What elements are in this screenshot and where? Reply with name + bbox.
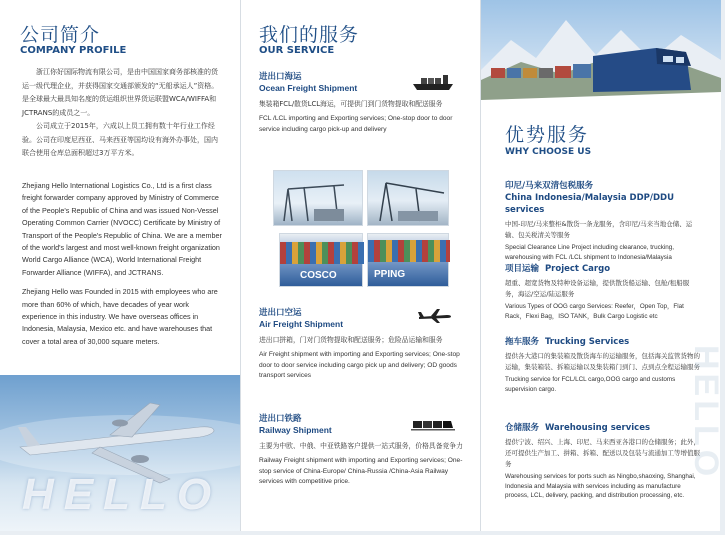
side-hello-watermark: HELLO bbox=[687, 345, 725, 481]
port-cranes-photo-2 bbox=[367, 170, 449, 226]
container-ship-photo-1 bbox=[279, 233, 363, 287]
profile-intro-en-1: Zhejiang Hello International Logistics Co., Ltd is a first class freight forwarder company approved by Ministry of Commerce of the People's Republic of China and was issued Non-Vessel Operating Common Carrier (NVOCC) Certificate by Ministry of Transport of the People's Republic of China. We are a member of the world's largest and most well-known freight organization World Cargo Alliance (WCA), World International Freight Forwarder Alliance (WIFFA), and JCTRANS. bbox=[22, 181, 222, 277]
profile-intro-en-2: Zhejiang Hello was Founded in 2015 with employees who are more than 60% of which, have decades of year work experience in this industry. We have overseas offices in Indonesia, Malaysia, Mexico etc. and have warehouses that cover a total area of 30,000 square meters. bbox=[22, 287, 218, 346]
ddp-head-en: China Indonesia/Malaysia DDP/DDU services bbox=[505, 193, 674, 215]
profile-intro-cn bbox=[22, 66, 222, 161]
project-head-en: Project Cargo bbox=[544, 264, 611, 274]
trucking-head bbox=[505, 336, 701, 348]
ddp-ddu-section bbox=[505, 180, 701, 262]
company-profile-panel bbox=[0, 0, 240, 531]
profile-title-en: COMPANY PROFILE bbox=[20, 45, 127, 56]
profile-intro-cn-1: 浙江你好国际物流有限公司，是由中国国家商务部核准的货运一级代理企业，并获得国家交通部颁发的“无船承运人”资格。是全球最大最具知名度的货运组织世界货运联盟WCA/WIFFA和JCTRANS的成员之一。 bbox=[22, 68, 219, 117]
profile-intro-cn-2: 公司成立于2015年，六成以上员工拥有数十年行业工作经验。公司在印度尼西亚、马来西亚等国均设有海外办事处，国内联合使用仓库总面积超过3万平方米。 bbox=[22, 122, 218, 157]
ocean-title-en: Ocean Freight Shipment bbox=[259, 83, 358, 93]
trucking-head-en: Trucking Services bbox=[544, 337, 630, 347]
port-cranes-photo-1 bbox=[273, 170, 363, 226]
containers-stack-2 bbox=[368, 240, 450, 262]
warehousing-section bbox=[505, 422, 701, 501]
crane-icon bbox=[274, 171, 364, 227]
ship-icon bbox=[411, 72, 455, 92]
rail-title-en: Railway Shipment bbox=[259, 425, 332, 435]
service-title-en: OUR SERVICE bbox=[259, 45, 335, 56]
air-desc-cn: 进出口拼箱，门对门货物提取和配送服务；危险品运输和服务 bbox=[259, 336, 443, 344]
trucking-desc-cn: 提供各大港口的集装箱及散货海车的运输服务，包括海关监管货物的运输，集装箱装、拆箱运输以及集装箱门到门、点到点全程运输服务 bbox=[505, 352, 700, 371]
our-service-panel bbox=[240, 0, 480, 531]
shipping-label: PPING bbox=[374, 269, 406, 280]
rail-title-cn: 进出口铁路 bbox=[259, 414, 302, 424]
warehousing-desc-cn: 提供宁波、绍兴、上海、印尼、马来西亚各港口的仓储服务；此外，还可提供生产加工、拼箱、拆箱、配送以及包装与流通加工等增值服务 bbox=[505, 438, 700, 468]
profile-intro-en bbox=[22, 180, 222, 348]
project-desc-en: Various Types of OOG cargo Services: Reefer，Open Top，Flat Rack，Flexi Bag，ISO TANK，Bulk Cargo Logistic etc bbox=[505, 303, 684, 320]
warehousing-head-en: Warehousing services bbox=[544, 423, 651, 433]
trucking-desc-en: Trucking service for FCL/LCL cargo,OOG cargo and customs supervision cargo. bbox=[505, 376, 676, 393]
why-choose-us-panel bbox=[480, 0, 725, 531]
project-cargo-section bbox=[505, 263, 701, 321]
plane-icon bbox=[417, 308, 453, 324]
why-title-cn: 优势服务 bbox=[505, 124, 590, 146]
hello-watermark: HELLO bbox=[22, 470, 222, 519]
rail-desc-en: Railway Freight shipment with importing and Exporting services; One-stop service of China-Europe/ China-Russia /China-Asia Railway services with competitive price. bbox=[259, 457, 463, 485]
profile-title-cn: 公司简介 bbox=[20, 24, 101, 46]
rail-desc-cn: 主要为中欧、中俄、中亚铁路客户提供一站式服务，价格具备竞争力 bbox=[259, 442, 463, 450]
ocean-title-cn: 进出口海运 bbox=[259, 72, 302, 82]
ddp-desc-en: Special Clearance Line Project including clearance, trucking, warehousing with FCL /LCL shipment to Indonesia/Malaysia bbox=[505, 244, 675, 261]
service-title-cn: 我们的服务 bbox=[259, 24, 360, 46]
container-ship-photo-2 bbox=[367, 233, 449, 287]
ddp-desc-cn: 中国-印尼/马来整柜&散货一条龙服务，含印尼/马来当地仓储、运输、包关税清关等服务 bbox=[505, 220, 693, 239]
crane-icon-2 bbox=[368, 171, 450, 227]
warehousing-desc-en: Warehousing services for ports such as Ningbo,shaoxing, Shanghai, Indonesia and Malaysia with services including as manufacture process, LCL, delivery, packing, and distribution processing, etc. bbox=[505, 473, 696, 499]
why-title-en: WHY CHOOSE US bbox=[505, 147, 592, 157]
air-title-cn: 进出口空运 bbox=[259, 308, 302, 318]
air-desc-en: Air Freight shipment with importing and Exporting services; One-stop door to door service including cargo pick up and delivery; OD goods transport services bbox=[259, 351, 460, 379]
warehousing-head-cn: 仓储服务 bbox=[505, 423, 540, 433]
cosco-label: COSCO bbox=[300, 270, 337, 281]
ddp-head-cn: 印尼/马来双清包税服务 bbox=[505, 181, 594, 191]
air-title-en: Air Freight Shipment bbox=[259, 319, 344, 329]
trucking-section bbox=[505, 336, 701, 394]
train-icon bbox=[411, 418, 455, 432]
warehousing-head bbox=[505, 422, 701, 434]
project-head bbox=[505, 263, 701, 275]
ocean-desc-cn: 集装箱FCL/散货LCL海运，可提供门到门货物提取和配送服务 bbox=[259, 100, 443, 108]
project-desc-cn: 超重、超宽货物及特种设备运输，提供散货船运输、包舱/租船服务，海运/空运/陆运服务 bbox=[505, 279, 690, 298]
containers-stack bbox=[280, 242, 364, 264]
ocean-desc-en: FCL /LCL importing and Exporting services; One-stop door to door service including cargo pick-up and delivery bbox=[259, 115, 453, 133]
project-head-cn: 项目运输 bbox=[505, 264, 540, 274]
trucking-head-cn: 拖车服务 bbox=[505, 337, 540, 347]
